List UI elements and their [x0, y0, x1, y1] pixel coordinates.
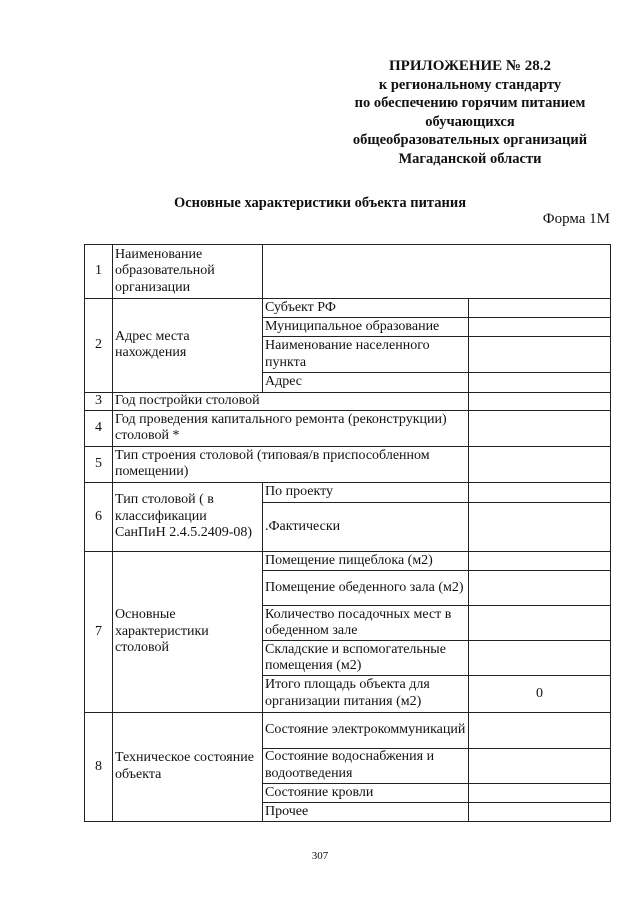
table-row [85, 245, 611, 299]
value-cell[interactable] [469, 606, 611, 641]
sub-label: Итого площадь объекта для организации питания (м2) [263, 676, 469, 712]
row-label: Год постройки столовой [113, 392, 469, 410]
sub-label: Прочее [263, 802, 469, 821]
value-cell[interactable] [469, 571, 611, 606]
value-cell[interactable] [469, 318, 611, 337]
row-label: Тип столовой ( в классификации СанПиН 2.4.5.2409-08) [113, 482, 263, 551]
sub-label: Помещение обеденного зала (м2) [263, 571, 469, 606]
sub-label: Количество посадочных мест в обеденном зале [263, 606, 469, 641]
sub-label: Состояние кровли [263, 783, 469, 802]
table-row [85, 410, 611, 446]
appendix-subtitle-line: обучающихся [425, 113, 515, 130]
appendix-header [320, 57, 620, 168]
value-cell[interactable] [469, 552, 611, 571]
appendix-title: ПРИЛОЖЕНИЕ № 28.2 [389, 58, 551, 74]
sub-label: Состояние водоснабжения и водоотведения [263, 748, 469, 783]
value-cell[interactable] [469, 410, 611, 446]
row-label: Наименование образовательной организации [113, 245, 263, 299]
value-cell[interactable] [263, 245, 611, 299]
row-number: 5 [85, 446, 113, 482]
row-number: 2 [85, 299, 113, 392]
row-number: 7 [85, 552, 113, 713]
value-cell[interactable] [469, 802, 611, 821]
sub-label: Муниципальное образование [263, 318, 469, 337]
row-number: 1 [85, 245, 113, 299]
row-number: 3 [85, 392, 113, 410]
value-cell[interactable] [469, 446, 611, 482]
sub-label: Адрес [263, 373, 469, 392]
table-row [85, 392, 611, 410]
sub-label: Помещение пищеблока (м2) [263, 552, 469, 571]
value-cell[interactable] [469, 337, 611, 373]
value-cell[interactable] [469, 392, 611, 410]
sub-label: .Фактически [263, 502, 469, 551]
sub-label: Складские и вспомогательные помещения (м2) [263, 641, 469, 676]
appendix-subtitle-line: к региональному стандарту [378, 76, 562, 93]
table-row [85, 299, 611, 318]
value-cell[interactable] [469, 373, 611, 392]
appendix-subtitle-line: общеобразовательных организаций [352, 132, 588, 148]
row-label: Адрес места нахождения [113, 299, 263, 392]
row-label: Основные характеристики столовой [113, 552, 263, 713]
row-number: 4 [85, 410, 113, 446]
row-label: Год проведения капитального ремонта (реконструкции) столовой * [113, 410, 469, 446]
sub-label: Субъект РФ [263, 299, 469, 318]
sub-label: Состояние электрокоммуникаций [263, 712, 469, 748]
sub-label: Наименование населенного пункта [263, 337, 469, 373]
table-row [85, 446, 611, 482]
row-label: Тип строения столовой (типовая/в приспособленном помещении) [113, 446, 469, 482]
form-title: Основные характеристики объекта питания [173, 195, 467, 211]
page-number: 307 [311, 850, 329, 862]
value-cell[interactable] [469, 712, 611, 748]
table-row [85, 482, 611, 502]
value-cell[interactable] [469, 299, 611, 318]
characteristics-table [84, 244, 611, 822]
form-label: Форма 1М [542, 211, 610, 227]
value-cell[interactable] [469, 641, 611, 676]
appendix-subtitle-line: Магаданской области [398, 150, 542, 167]
value-cell[interactable] [469, 482, 611, 502]
value-cell[interactable] [469, 783, 611, 802]
row-number: 8 [85, 712, 113, 821]
table-row [85, 552, 611, 571]
table-row [85, 712, 611, 748]
value-cell[interactable] [469, 502, 611, 551]
value-cell[interactable] [469, 748, 611, 783]
appendix-subtitle-line: по обеспечению горячим питанием [354, 95, 586, 111]
row-number: 6 [85, 482, 113, 551]
sub-label: По проекту [263, 482, 469, 502]
total-area-value[interactable]: 0 [469, 676, 611, 712]
row-label: Техническое состояние объекта [113, 712, 263, 821]
